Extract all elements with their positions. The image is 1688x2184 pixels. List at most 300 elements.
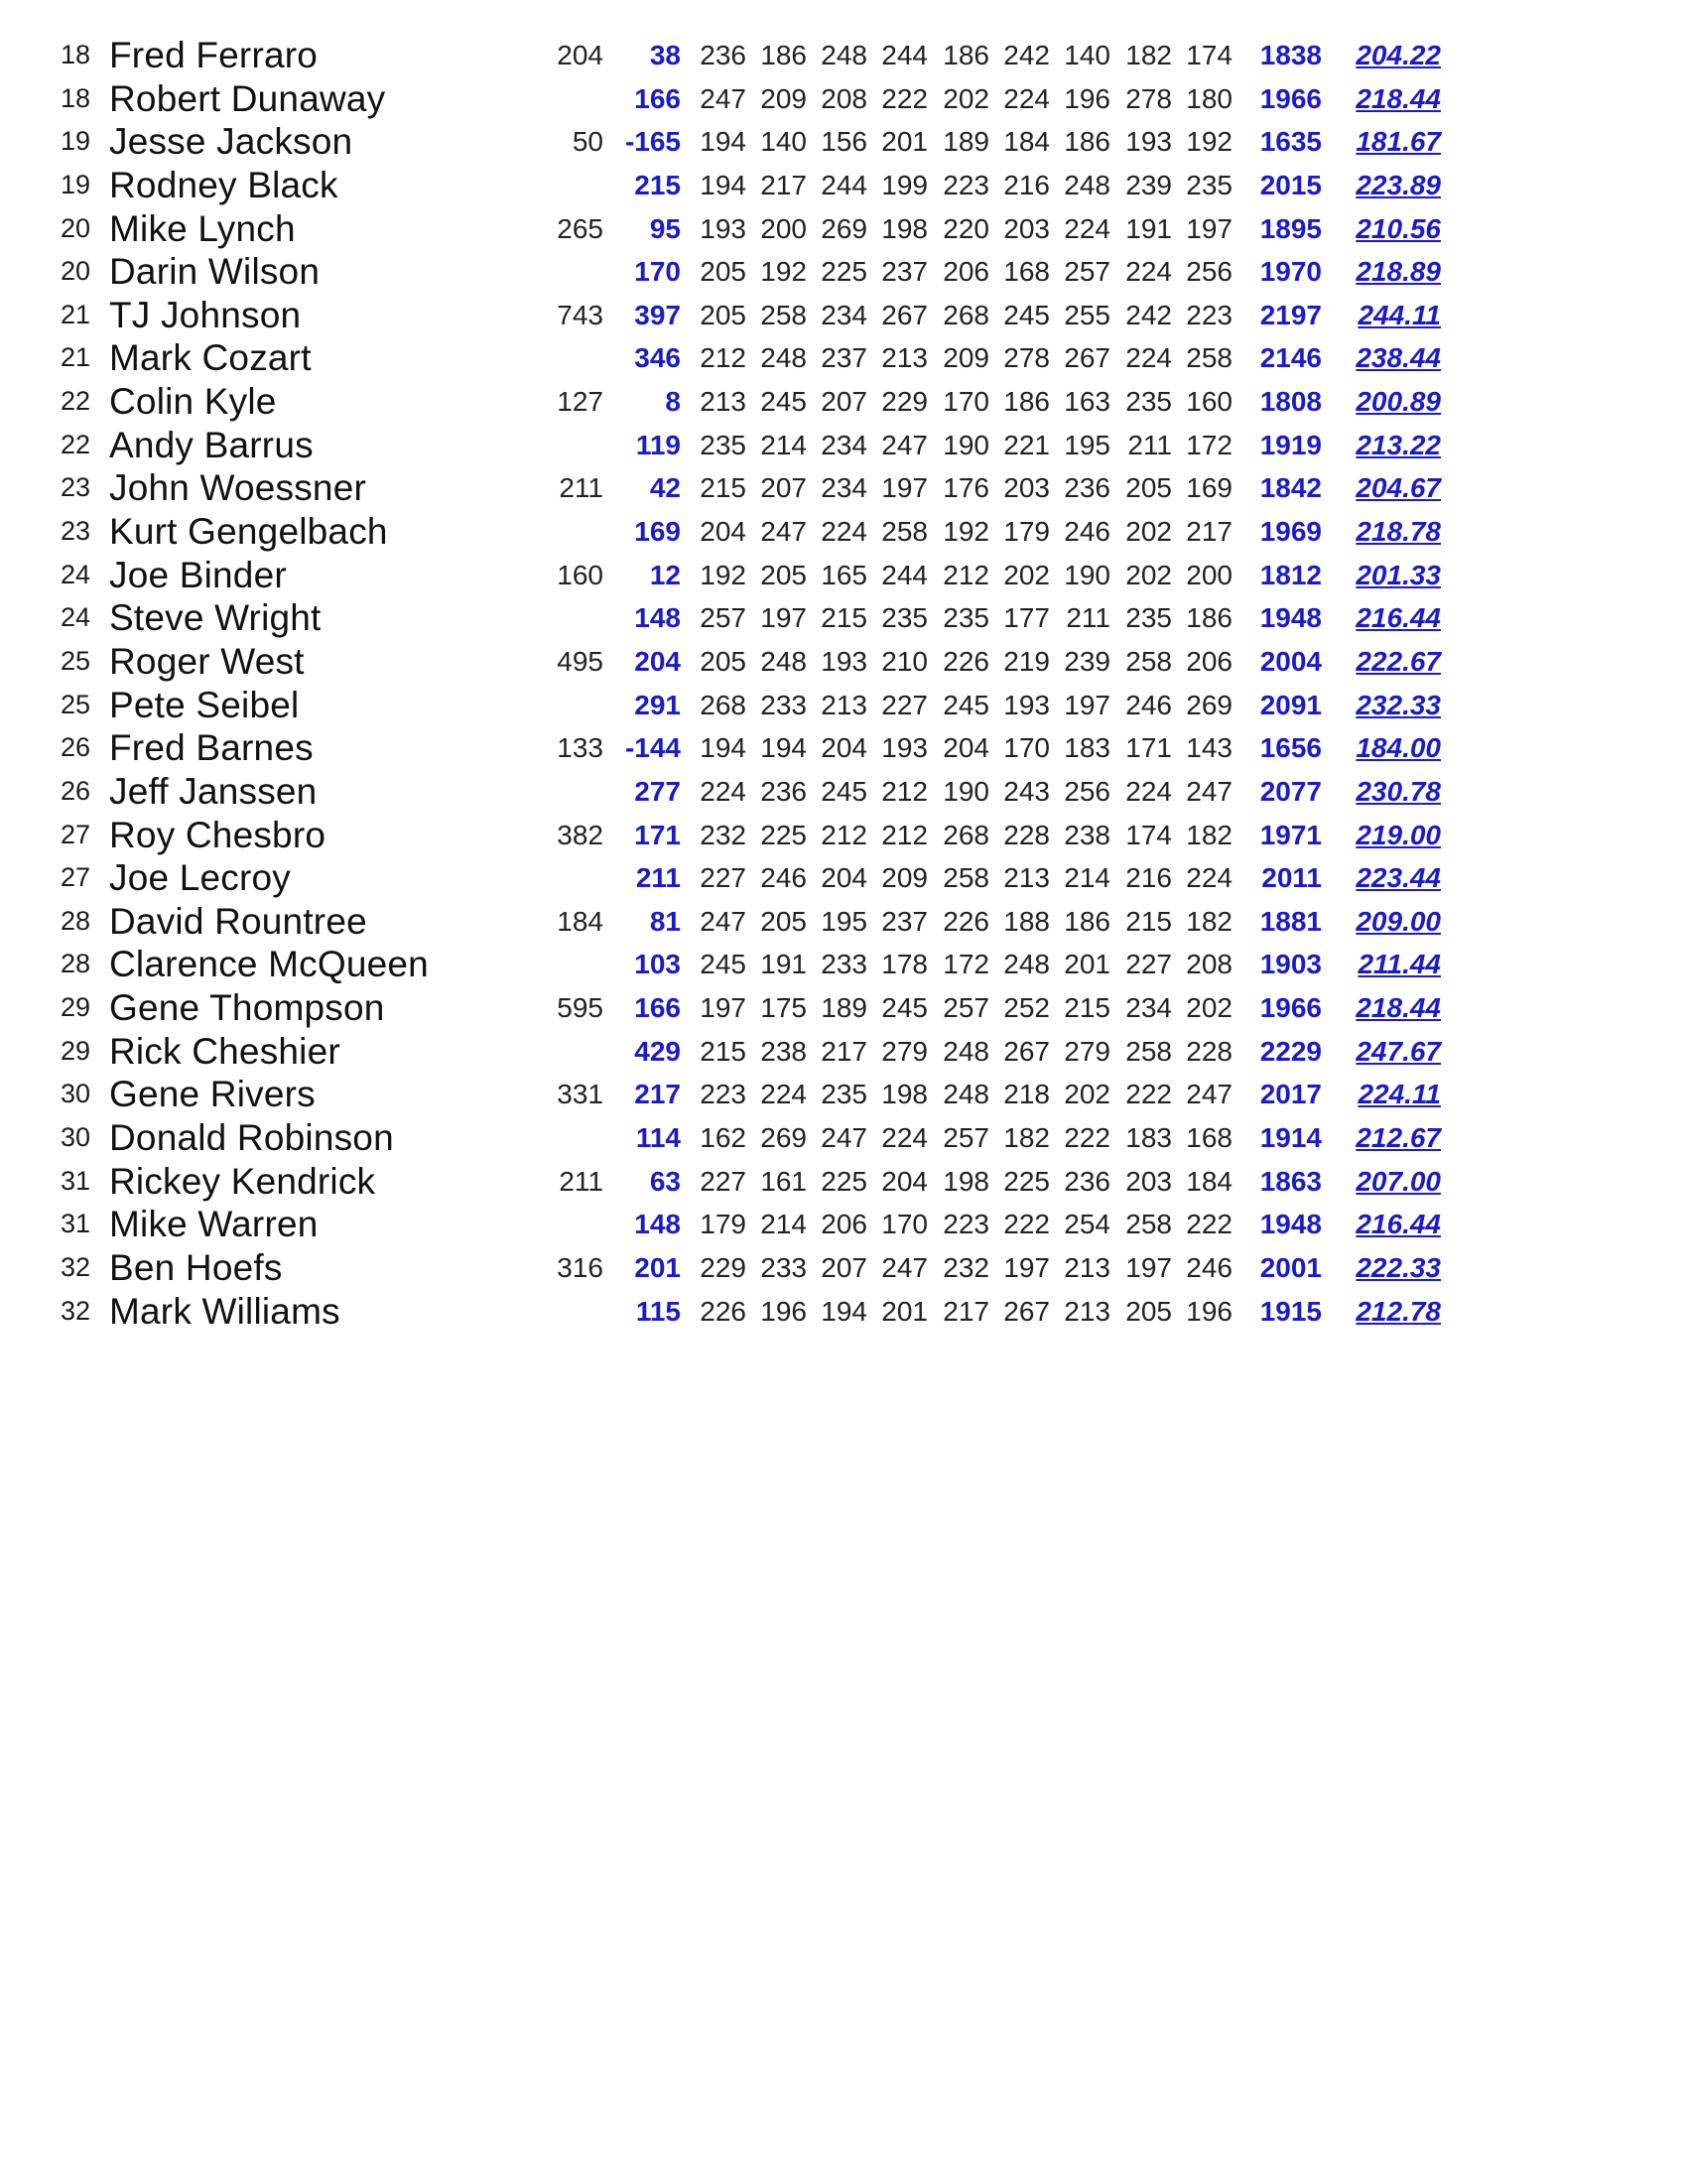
pair-number: 27 — [60, 819, 91, 849]
game-score-5: 223 — [943, 1209, 989, 1240]
table-row — [0, 1116, 1688, 1160]
game-average: 213.22 — [1356, 429, 1441, 460]
game-score-5: 190 — [943, 775, 989, 807]
game-average: 211.44 — [1358, 949, 1441, 980]
game-score-9: 256 — [1186, 256, 1233, 288]
game-score-2: 205 — [760, 905, 807, 937]
game-score-1: 223 — [700, 1079, 746, 1110]
game-score-8: 205 — [1125, 472, 1172, 504]
game-score-4: 237 — [881, 256, 928, 288]
table-row — [0, 943, 1688, 986]
game-score-7: 186 — [1064, 126, 1110, 158]
game-score-3: 224 — [821, 516, 867, 548]
total-pins: 1969 — [1259, 516, 1322, 548]
game-score-4: 212 — [881, 775, 928, 807]
table-row — [0, 856, 1688, 900]
game-score-4: 201 — [881, 126, 928, 158]
game-score-1: 227 — [700, 1165, 746, 1197]
game-score-8: 242 — [1125, 299, 1172, 330]
game-score-8: 234 — [1125, 992, 1172, 1024]
game-score-6: 245 — [1003, 299, 1050, 330]
game-score-4: 229 — [881, 386, 928, 418]
game-score-1: 194 — [700, 126, 746, 158]
game-score-5: 206 — [943, 256, 989, 288]
game-average: 218.78 — [1356, 516, 1441, 548]
game-score-7: 256 — [1064, 775, 1110, 807]
game-score-9: 192 — [1186, 126, 1233, 158]
bowler-name: Kurt Gengelbach — [109, 511, 388, 553]
game-average: 200.89 — [1356, 386, 1441, 418]
plus-minus-value: 38 — [649, 40, 681, 70]
game-average: 232.33 — [1356, 689, 1441, 720]
game-score-4: 224 — [881, 1122, 928, 1154]
game-average: 230.78 — [1356, 775, 1441, 807]
game-score-2: 245 — [760, 386, 807, 418]
game-score-8: 182 — [1125, 40, 1172, 70]
game-score-6: 202 — [1003, 559, 1050, 590]
game-score-4: 235 — [881, 602, 928, 634]
game-score-4: 267 — [881, 299, 928, 330]
table-row — [0, 986, 1688, 1030]
game-score-9: 200 — [1186, 559, 1233, 590]
game-score-4: 178 — [881, 949, 928, 980]
game-score-6: 182 — [1003, 1122, 1050, 1154]
game-score-8: 258 — [1125, 645, 1172, 677]
game-score-7: 190 — [1064, 559, 1110, 590]
total-pins: 1915 — [1259, 1295, 1322, 1327]
game-score-9: 202 — [1186, 992, 1233, 1024]
bowler-name: Jesse Jackson — [109, 121, 353, 163]
total-pins: 2146 — [1259, 342, 1322, 374]
game-score-9: 182 — [1186, 905, 1233, 937]
table-row — [0, 380, 1688, 424]
plus-minus-value: 42 — [649, 472, 681, 504]
game-score-8: 224 — [1125, 342, 1172, 374]
table-row — [0, 510, 1688, 554]
table-row — [0, 1030, 1688, 1074]
game-score-6: 252 — [1003, 992, 1050, 1024]
total-pins: 2004 — [1259, 645, 1322, 677]
game-score-4: 245 — [881, 992, 928, 1024]
bowler-name: Mike Warren — [109, 1204, 319, 1245]
bowler-name: Roy Chesbro — [109, 814, 326, 855]
total-pins: 1635 — [1259, 126, 1322, 158]
game-score-1: 162 — [700, 1122, 746, 1154]
pair-number: 21 — [60, 299, 91, 329]
game-score-2: 225 — [760, 819, 807, 850]
game-score-4: 204 — [881, 1165, 928, 1197]
game-score-1: 229 — [700, 1251, 746, 1283]
game-score-8: 171 — [1125, 732, 1172, 764]
game-score-5: 257 — [943, 1122, 989, 1154]
pair-number: 27 — [60, 862, 91, 893]
game-score-1: 212 — [700, 342, 746, 374]
game-score-9: 223 — [1186, 299, 1233, 330]
pair-number: 22 — [60, 429, 91, 459]
game-score-8: 227 — [1125, 949, 1172, 980]
game-score-1: 232 — [700, 819, 746, 850]
table-row — [0, 900, 1688, 944]
game-score-9: 160 — [1186, 386, 1233, 418]
pair-number: 24 — [60, 602, 91, 633]
plus-minus-value: 169 — [634, 516, 681, 548]
game-score-1: 215 — [700, 1035, 746, 1067]
total-pins: 1966 — [1259, 82, 1322, 114]
game-score-1: 235 — [700, 429, 746, 460]
game-score-5: 226 — [943, 645, 989, 677]
game-score-6: 168 — [1003, 256, 1050, 288]
pair-number: 30 — [60, 1122, 91, 1153]
table-row — [0, 466, 1688, 510]
total-pins: 1971 — [1259, 819, 1322, 850]
game-score-5: 248 — [943, 1079, 989, 1110]
game-score-3: 189 — [821, 992, 867, 1024]
game-score-4: 227 — [881, 689, 928, 720]
game-score-3: 269 — [821, 212, 867, 244]
plus-minus-value: 12 — [649, 559, 681, 590]
pair-number: 28 — [60, 949, 91, 979]
game-score-2: 248 — [760, 645, 807, 677]
game-score-7: 202 — [1064, 1079, 1110, 1110]
game-score-3: 206 — [821, 1209, 867, 1240]
game-score-2: 205 — [760, 559, 807, 590]
game-score-8: 224 — [1125, 775, 1172, 807]
game-score-6: 203 — [1003, 472, 1050, 504]
game-score-9: 168 — [1186, 1122, 1233, 1154]
game-score-6: 248 — [1003, 949, 1050, 980]
pair-value: 495 — [557, 645, 603, 677]
total-pins: 1970 — [1259, 256, 1322, 288]
game-score-5: 209 — [943, 342, 989, 374]
bowler-name: Joe Binder — [109, 554, 287, 595]
game-average: 238.44 — [1356, 342, 1441, 374]
game-score-2: 186 — [760, 40, 807, 70]
game-score-6: 203 — [1003, 212, 1050, 244]
game-score-6: 170 — [1003, 732, 1050, 764]
total-pins: 1903 — [1259, 949, 1322, 980]
plus-minus-value: 148 — [634, 1209, 681, 1240]
game-score-4: 170 — [881, 1209, 928, 1240]
game-score-2: 175 — [760, 992, 807, 1024]
game-score-5: 257 — [943, 992, 989, 1024]
game-score-8: 222 — [1125, 1079, 1172, 1110]
game-average: 244.11 — [1358, 299, 1441, 330]
game-score-1: 205 — [700, 299, 746, 330]
game-score-3: 245 — [821, 775, 867, 807]
game-score-9: 258 — [1186, 342, 1233, 374]
game-score-5: 226 — [943, 905, 989, 937]
game-score-1: 205 — [700, 645, 746, 677]
game-average: 247.67 — [1356, 1035, 1441, 1067]
standings-sheet — [0, 34, 1688, 1333]
game-score-7: 246 — [1064, 516, 1110, 548]
game-score-7: 236 — [1064, 472, 1110, 504]
game-score-9: 196 — [1186, 1295, 1233, 1327]
total-pins: 1808 — [1259, 386, 1322, 418]
game-score-6: 197 — [1003, 1251, 1050, 1283]
game-score-9: 246 — [1186, 1251, 1233, 1283]
pair-value: 184 — [557, 905, 603, 937]
game-score-4: 237 — [881, 905, 928, 937]
total-pins: 1948 — [1259, 602, 1322, 634]
game-score-5: 170 — [943, 386, 989, 418]
game-score-6: 222 — [1003, 1209, 1050, 1240]
game-score-3: 195 — [821, 905, 867, 937]
game-score-7: 197 — [1064, 689, 1110, 720]
game-score-8: 235 — [1125, 602, 1172, 634]
pair-value: 50 — [572, 126, 603, 158]
game-score-1: 194 — [700, 732, 746, 764]
game-score-7: 257 — [1064, 256, 1110, 288]
table-row — [0, 814, 1688, 857]
total-pins: 1895 — [1259, 212, 1322, 244]
game-score-3: 248 — [821, 40, 867, 70]
game-average: 218.44 — [1356, 992, 1441, 1024]
total-pins: 2091 — [1259, 689, 1322, 720]
table-row — [0, 34, 1688, 77]
game-score-1: 224 — [700, 775, 746, 807]
game-score-8: 258 — [1125, 1035, 1172, 1067]
game-score-6: 221 — [1003, 429, 1050, 460]
table-row — [0, 1203, 1688, 1246]
game-average: 218.89 — [1356, 256, 1441, 288]
total-pins: 2077 — [1259, 775, 1322, 807]
plus-minus-value: 397 — [634, 299, 681, 330]
game-score-2: 200 — [760, 212, 807, 244]
total-pins: 1842 — [1259, 472, 1322, 504]
game-score-3: 234 — [821, 299, 867, 330]
table-row — [0, 1073, 1688, 1116]
game-score-5: 204 — [943, 732, 989, 764]
pair-number: 28 — [60, 905, 91, 936]
game-score-8: 246 — [1125, 689, 1172, 720]
bowler-name: Mark Cozart — [109, 337, 312, 379]
plus-minus-value: 81 — [649, 905, 681, 937]
game-score-3: 204 — [821, 732, 867, 764]
bowler-name: Ben Hoefs — [109, 1246, 283, 1288]
bowler-name: Rickey Kendrick — [109, 1160, 376, 1202]
pair-value: 211 — [559, 1165, 603, 1197]
total-pins: 1966 — [1259, 992, 1322, 1024]
game-score-2: 140 — [760, 126, 807, 158]
game-score-7: 183 — [1064, 732, 1110, 764]
game-score-2: 207 — [760, 472, 807, 504]
pair-number: 18 — [60, 40, 91, 69]
pair-value: 265 — [557, 212, 603, 244]
game-average: 224.11 — [1358, 1079, 1441, 1110]
total-pins: 1838 — [1259, 40, 1322, 70]
game-score-1: 215 — [700, 472, 746, 504]
game-score-6: 224 — [1003, 82, 1050, 114]
game-average: 216.44 — [1356, 1209, 1441, 1240]
game-score-5: 248 — [943, 1035, 989, 1067]
game-score-8: 258 — [1125, 1209, 1172, 1240]
game-score-6: 218 — [1003, 1079, 1050, 1110]
game-score-7: 140 — [1064, 40, 1110, 70]
pair-value: 204 — [557, 40, 603, 70]
game-score-5: 172 — [943, 949, 989, 980]
pair-value: 211 — [559, 472, 603, 504]
game-score-2: 214 — [760, 1209, 807, 1240]
game-score-7: 255 — [1064, 299, 1110, 330]
total-pins: 2011 — [1261, 862, 1322, 894]
game-score-6: 278 — [1003, 342, 1050, 374]
table-row — [0, 120, 1688, 164]
game-score-2: 194 — [760, 732, 807, 764]
plus-minus-value: 63 — [649, 1165, 681, 1197]
pair-number: 19 — [60, 126, 91, 157]
game-score-2: 217 — [760, 169, 807, 200]
game-score-1: 247 — [700, 905, 746, 937]
pair-number: 23 — [60, 472, 91, 503]
game-score-9: 174 — [1186, 40, 1233, 70]
pair-number: 29 — [60, 992, 91, 1023]
game-score-1: 204 — [700, 516, 746, 548]
game-score-6: 177 — [1003, 602, 1050, 634]
game-score-1: 205 — [700, 256, 746, 288]
game-average: 210.56 — [1356, 212, 1441, 244]
game-score-5: 186 — [943, 40, 989, 70]
bowler-name: Mike Lynch — [109, 207, 296, 249]
game-score-7: 213 — [1064, 1295, 1110, 1327]
table-row — [0, 424, 1688, 467]
bowler-name: Rick Cheshier — [109, 1030, 340, 1072]
pair-value: 160 — [557, 559, 603, 590]
game-score-3: 165 — [821, 559, 867, 590]
pair-number: 25 — [60, 689, 91, 719]
plus-minus-value: 166 — [634, 992, 681, 1024]
game-score-4: 199 — [881, 169, 928, 200]
game-score-3: 156 — [821, 126, 867, 158]
game-score-8: 193 — [1125, 126, 1172, 158]
game-score-8: 183 — [1125, 1122, 1172, 1154]
pair-value: 316 — [557, 1251, 603, 1283]
game-score-5: 192 — [943, 516, 989, 548]
bowler-name: Roger West — [109, 640, 305, 682]
total-pins: 1919 — [1259, 429, 1322, 460]
game-score-5: 268 — [943, 819, 989, 850]
game-score-2: 246 — [760, 862, 807, 894]
bowler-name: Robert Dunaway — [109, 77, 386, 119]
game-score-8: 205 — [1125, 1295, 1172, 1327]
total-pins: 1656 — [1259, 732, 1322, 764]
game-score-3: 212 — [821, 819, 867, 850]
bowler-name: Donald Robinson — [109, 1117, 394, 1159]
game-score-6: 267 — [1003, 1035, 1050, 1067]
game-score-9: 169 — [1186, 472, 1233, 504]
game-score-7: 213 — [1064, 1251, 1110, 1283]
game-score-1: 245 — [700, 949, 746, 980]
pair-value: 382 — [557, 819, 603, 850]
game-average: 184.00 — [1356, 732, 1441, 764]
plus-minus-value: 204 — [634, 645, 681, 677]
bowler-name: Pete Seibel — [109, 684, 300, 725]
game-score-3: 233 — [821, 949, 867, 980]
game-score-6: 193 — [1003, 689, 1050, 720]
game-score-4: 213 — [881, 342, 928, 374]
bowler-name: Clarence McQueen — [109, 944, 429, 985]
game-score-7: 224 — [1064, 212, 1110, 244]
game-score-9: 269 — [1186, 689, 1233, 720]
game-score-2: 224 — [760, 1079, 807, 1110]
game-score-5: 212 — [943, 559, 989, 590]
pair-number: 25 — [60, 645, 91, 676]
game-average: 204.67 — [1356, 472, 1441, 504]
game-score-7: 238 — [1064, 819, 1110, 850]
game-score-9: 224 — [1186, 862, 1233, 894]
bowler-name: Gene Rivers — [109, 1074, 316, 1115]
game-average: 212.67 — [1356, 1122, 1441, 1154]
game-score-2: 233 — [760, 1251, 807, 1283]
bowler-name: Fred Barnes — [109, 727, 314, 769]
game-average: 223.89 — [1356, 169, 1441, 200]
total-pins: 2197 — [1259, 299, 1322, 330]
game-score-8: 235 — [1125, 386, 1172, 418]
table-row — [0, 1290, 1688, 1334]
game-score-1: 213 — [700, 386, 746, 418]
game-average: 222.67 — [1356, 645, 1441, 677]
game-score-4: 247 — [881, 1251, 928, 1283]
total-pins: 2017 — [1259, 1079, 1322, 1110]
game-score-8: 174 — [1125, 819, 1172, 850]
plus-minus-value: -144 — [624, 732, 681, 764]
game-score-7: 201 — [1064, 949, 1110, 980]
game-score-4: 279 — [881, 1035, 928, 1067]
game-score-3: 225 — [821, 256, 867, 288]
plus-minus-value: 114 — [635, 1122, 681, 1154]
game-score-5: 190 — [943, 429, 989, 460]
game-score-3: 234 — [821, 472, 867, 504]
game-score-1: 226 — [700, 1295, 746, 1327]
pair-number: 32 — [60, 1295, 91, 1326]
game-score-8: 202 — [1125, 559, 1172, 590]
game-score-8: 224 — [1125, 256, 1172, 288]
table-row — [0, 164, 1688, 207]
game-average: 216.44 — [1356, 602, 1441, 634]
table-row — [0, 336, 1688, 380]
game-score-7: 239 — [1064, 645, 1110, 677]
game-score-4: 244 — [881, 40, 928, 70]
game-score-4: 209 — [881, 862, 928, 894]
table-row — [0, 207, 1688, 251]
pair-number: 29 — [60, 1035, 91, 1066]
game-score-3: 225 — [821, 1165, 867, 1197]
game-score-7: 186 — [1064, 905, 1110, 937]
game-score-4: 222 — [881, 82, 928, 114]
game-score-2: 238 — [760, 1035, 807, 1067]
plus-minus-value: 429 — [634, 1035, 681, 1067]
bowler-name: David Rountree — [109, 900, 367, 942]
game-score-5: 220 — [943, 212, 989, 244]
game-average: 181.67 — [1356, 126, 1441, 158]
game-score-2: 236 — [760, 775, 807, 807]
plus-minus-value: 115 — [635, 1295, 681, 1327]
game-score-4: 198 — [881, 1079, 928, 1110]
pair-number: 18 — [60, 82, 91, 113]
game-score-6: 219 — [1003, 645, 1050, 677]
game-score-4: 244 — [881, 559, 928, 590]
pair-value: 127 — [557, 386, 603, 418]
game-score-9: 172 — [1186, 429, 1233, 460]
game-score-5: 232 — [943, 1251, 989, 1283]
total-pins: 1812 — [1259, 559, 1322, 590]
plus-minus-value: 170 — [634, 256, 681, 288]
game-score-3: 208 — [821, 82, 867, 114]
pair-number: 21 — [60, 342, 91, 373]
game-average: 222.33 — [1356, 1251, 1441, 1283]
game-average: 219.00 — [1356, 819, 1441, 850]
bowler-name: Gene Thompson — [109, 987, 385, 1029]
